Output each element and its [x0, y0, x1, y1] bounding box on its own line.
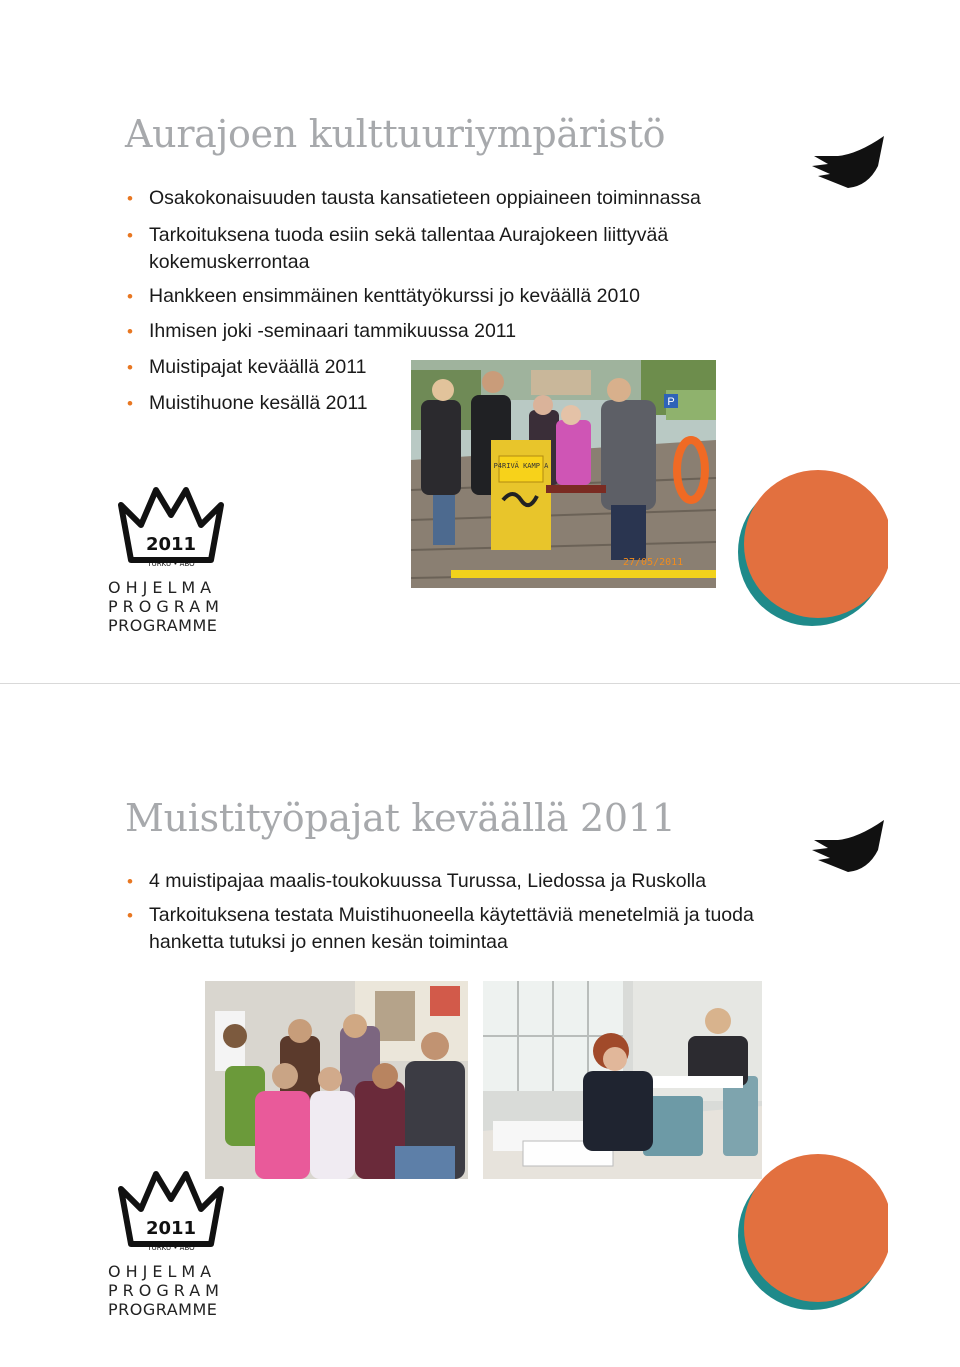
turku-2011-logo: [108, 1164, 228, 1319]
parking-sign-text: P: [667, 396, 675, 408]
slide-2-title: Muistityöpajat keväällä 2011: [125, 796, 676, 840]
bullet-item: • 4 muistipajaa maalis-toukokuussa Turussa, Liedossa ja Ruskolla: [127, 868, 817, 895]
slide-2: [0, 684, 960, 1367]
photo-date-stamp: 27/05/2011: [623, 557, 684, 568]
slide-1-title: Aurajoen kulttuuriympäristö: [125, 112, 666, 156]
bullet-item: • Osakokonaisuuden tausta kansatieteen oppiaineen toiminnassa: [127, 185, 807, 212]
ferry-group-photo: [411, 360, 716, 588]
logo-line: PROGRAMME: [108, 616, 218, 635]
crown-logo-icon: [116, 1164, 226, 1254]
logo-line: PROGRAM: [108, 1281, 224, 1300]
logo-line: OHJELMA: [108, 1262, 217, 1281]
bullet-item: • Tarkoituksena testata Muistihuoneella käytettäviä menetelmiä ja tuoda hanketta tutuksi jo ennen kesän toimintaa: [127, 902, 799, 956]
svg-text:2011: 2011: [145, 1218, 197, 1239]
crown-logo-icon: [116, 480, 226, 570]
logo-line: PROGRAMME: [108, 1300, 218, 1319]
slide-2-bullets: [127, 868, 817, 956]
logo-line: PROGRAM: [108, 597, 224, 616]
bullet-item: • Tarkoituksena tuoda esiin sekä tallentaa Aurajokeen liittyvää kokemuskerrontaa: [127, 222, 749, 276]
logo-line: OHJELMA: [108, 578, 217, 597]
bullet-item: • Ihmisen joki -seminaari tammikuussa 2011: [127, 318, 807, 345]
hand-icon: [808, 820, 884, 880]
bullet-item: • Muistipajat keväällä 2011: [127, 354, 807, 381]
orange-disc-icon: [738, 464, 888, 632]
svg-text:TURKU • ÅBO: TURKU • ÅBO: [147, 560, 195, 568]
turku-2011-logo: [108, 480, 228, 635]
svg-text:2011: 2011: [145, 534, 197, 555]
svg-text:TURKU • ÅBO: TURKU • ÅBO: [147, 1244, 195, 1252]
women-group-photo: [205, 981, 468, 1179]
bullet-item: • Hankkeen ensimmäinen kenttätyökurssi jo keväällä 2010: [127, 283, 807, 310]
workshop-table-photo: [483, 981, 762, 1179]
bullet-item: • Muistihuone kesällä 2011: [127, 390, 807, 417]
slide-1: [0, 0, 960, 683]
orange-disc-icon: [738, 1148, 888, 1316]
hand-icon: [808, 136, 884, 196]
photo-sign-text: P4RIVÄ KAMP A: [493, 462, 549, 470]
